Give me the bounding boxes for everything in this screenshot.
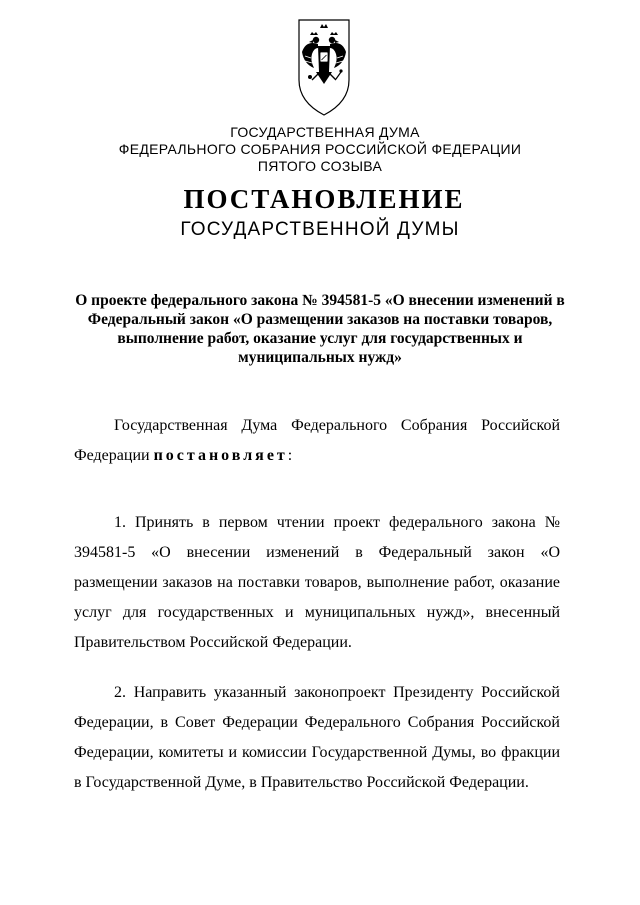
double-headed-eagle-icon xyxy=(296,18,352,118)
preamble-colon: : xyxy=(287,447,293,464)
issuing-body-header xyxy=(0,124,640,175)
header-line-convocation: ПЯТОГО СОЗЫВА xyxy=(257,158,383,174)
preamble-emphasis: постановляет xyxy=(153,447,288,464)
document-title: ПОСТАНОВЛЕНИЕ xyxy=(183,184,465,214)
header-line-assembly: ФЕДЕРАЛЬНОГО СОБРАНИЯ РОССИЙСКОЙ ФЕДЕРАЦИИ xyxy=(118,141,522,157)
preamble-text: Государственная Дума Федерального Собрания Российской Федерации xyxy=(74,417,560,464)
preamble-paragraph xyxy=(74,411,560,471)
document-subject: О проекте федерального закона № 394581-5 «О внесении изменений в Федеральный закон «О размещении заказов на поставки товаров, выполнение работ, оказание услуг для государственных и муниципальных нужд» xyxy=(75,292,565,366)
document-subtitle: ГОСУДАРСТВЕННОЙ ДУМЫ xyxy=(180,219,460,240)
resolution-item-2: 2. Направить указанный законопроект Президенту Российской Федерации, в Совет Федерации Федерального Собрания Российской Федерации, комитеты и комиссии Государственной Думы, во фракции в Государственной Думе, в Правительство Российской Федерации. xyxy=(74,684,560,791)
coat-of-arms-emblem xyxy=(296,18,352,118)
header-line-duma: ГОСУДАРСТВЕННАЯ ДУМА xyxy=(230,124,420,140)
resolution-item-1: 1. Принять в первом чтении проект федерального закона № 394581-5 «О внесении изменений в Федеральный закон «О размещении заказов на поставки товаров, выполнение работ, оказание услуг для государственных и муниципальных нужд», внесенный Правительством Российской Федерации. xyxy=(74,514,560,651)
